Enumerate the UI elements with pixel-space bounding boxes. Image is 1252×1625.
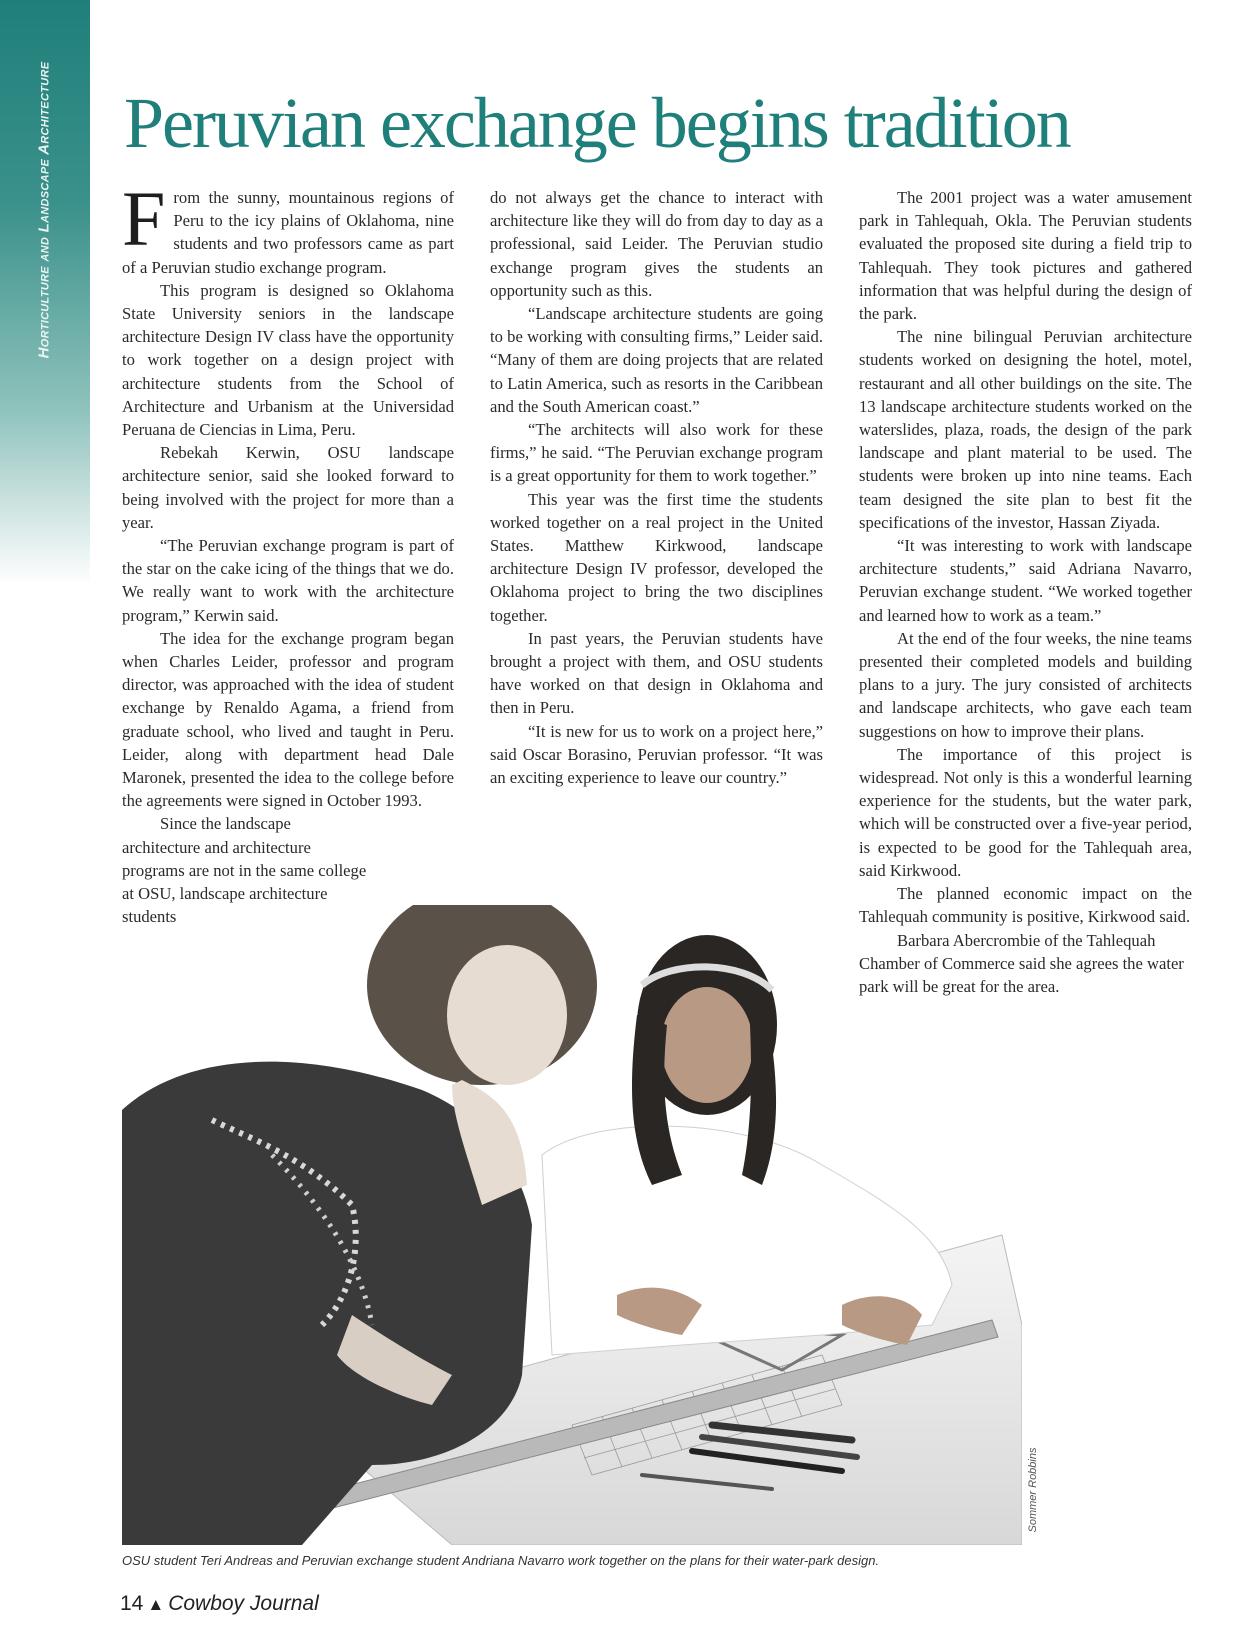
article-column-3 (859, 186, 1192, 998)
paragraph: Rebekah Kerwin, OSU landscape architecture senior, said she looked forward to being involved with the project for more than a year. (122, 443, 454, 532)
triangle-icon: ▲ (147, 1595, 165, 1614)
paragraph: do not always get the chance to interact with architecture like they will do from day to day as a professional, said Leider. The Peruvian studio exchange program gives the students an opportunity such as this. (490, 188, 823, 300)
paragraph: “It is new for us to work on a project here,” said Oscar Borasino, Peruvian professor. “It was an exciting experience to leave our country.” (490, 721, 823, 788)
paragraph-text: rom the sunny, mountainous regions of Peru to the icy plains of Oklahoma, nine students and two professors came as part of a Peruvian studio exchange program. (122, 188, 454, 277)
paragraph: At the end of the four weeks, the nine teams presented their completed models and building plans to a jury. The jury consisted of architects and landscape architects, who gave each team suggestions on how to improve their plans. (859, 628, 1192, 741)
article-column-2 (490, 186, 823, 789)
article-photo (122, 905, 1022, 1545)
section-label-container (0, 0, 90, 420)
paragraph: The nine bilingual Peruvian architecture students worked on designing the hotel, motel, restaurant and all other buildings on the site. The 13 landscape architecture students worked on the waterslides, plaza, roads, the design of the park landscape and plant material to be used. The students were broken up into nine teams. Each team designed the site plan to best fit the specifications of the investor, Hassan Ziyada. (859, 327, 1192, 532)
paragraph: The idea for the exchange program began when Charles Leider, professor and program director, was approached with the idea of student exchange by Renaldo Agama, a friend from graduate school, who lived and taught in Peru. Leider, along with department head Dale Maronek, presented the idea to the college before the agreements were signed in October 1993. (122, 628, 454, 811)
lead-paragraph (122, 175, 454, 279)
paragraph: “The Peruvian exchange program is part of the star on the cake icing of the things that we do. We really want to work with the architecture program,” Kerwin said. (122, 536, 454, 625)
section-label: Horticulture and Landscape Architecture (35, 61, 53, 359)
article-title: Peruvian exchange begins tradition (124, 83, 1070, 163)
page-footer (120, 1592, 319, 1616)
paragraph: The planned economic impact on the Tahlequah community is positive, Kirkwood said. (859, 884, 1192, 927)
paragraph: Since the landscape architecture and architecture programs are not in the same college at OSU, landscape architecture students (122, 814, 367, 927)
paragraph: This year was the first time the students worked together on a real project in the United States. Matthew Kirkwood, landscape architecture Design IV professor, developed the Oklahoma project to bring the two disciplines together. (490, 489, 823, 625)
paragraph: “Landscape architecture students are going to be working with consulting firms,” Leider said. “Many of them are doing projects that are related to Latin America, such as resorts in the Caribbean and the South American coast.” (490, 304, 823, 416)
photo-credit-container (1024, 1440, 1042, 1540)
photo-caption: OSU student Teri Andreas and Peruvian exchange student Andriana Navarro work together on the plans for their water-park design. (122, 1553, 880, 1568)
paragraph: “The architects will also work for these firms,” he said. “The Peruvian exchange program is a great opportunity for them to work together.” (490, 420, 823, 486)
drop-cap: F (122, 175, 166, 262)
magazine-name: Cowboy Journal (168, 1592, 319, 1615)
article-column-1 (122, 175, 454, 929)
paragraph: In past years, the Peruvian students have brought a project with them, and OSU students have worked on that design in Oklahoma and then in Peru. (490, 628, 823, 718)
paragraph: Barbara Abercrombie of the Tahlequah Chamber of Commerce said she agrees the water park will be great for the area. (859, 930, 1184, 996)
paragraph: The importance of this project is widespread. Not only is this a wonderful learning experience for the students, but the water park, which will be constructed over a five-year period, is expected to be good for the Tahlequah area, said Kirkwood. (859, 744, 1192, 880)
page-number: 14 (120, 1592, 144, 1615)
paragraph: The 2001 project was a water amusement park in Tahlequah, Okla. The Peruvian students evaluated the proposed site during a field trip to Tahlequah. They took pictures and gathered information that was helpful during the design of the park. (859, 188, 1192, 324)
paragraph: “It was interesting to work with landscape architecture students,” said Adriana Navarro, Peruvian exchange student. “We worked together and learned how to work as a team.” (859, 536, 1192, 625)
photo-credit: Sommer Robbins (1027, 1447, 1039, 1533)
student-figure (542, 935, 952, 1355)
paragraph: This program is designed so Oklahoma State University seniors in the landscape architecture Design IV class have the opportunity to work together on a design project with architecture students from the School of Architecture and Urbanism at the Universidad Peruana de Ciencias in Lima, Peru. (122, 280, 454, 440)
